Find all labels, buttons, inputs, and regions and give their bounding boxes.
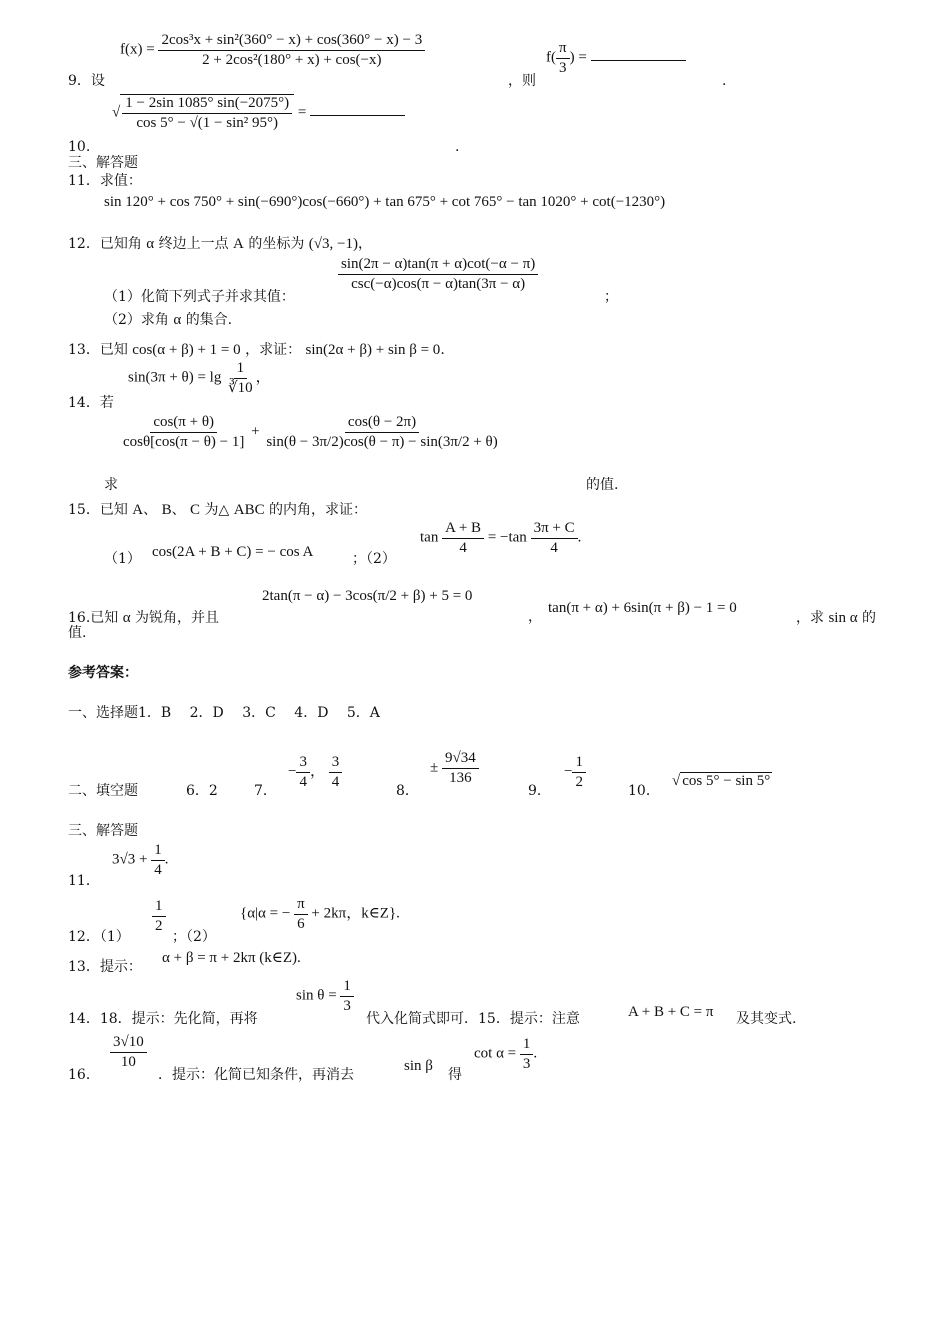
answer-12-set-num: π <box>294 896 308 915</box>
answer-16-cot-den: 3 <box>522 1055 531 1072</box>
section-3-heading: 三、解答题 <box>68 155 138 171</box>
answer-16-num: 3√10 <box>110 1034 147 1053</box>
answer-16-mid: ．提示：化简已知条件，再消去 <box>158 1067 354 1083</box>
answer-14-den: 3 <box>343 997 351 1014</box>
answer-16-sinb: sin β <box>404 1058 433 1074</box>
answer-16-tail: . <box>533 1045 538 1062</box>
q15-sep1: 、 <box>143 502 158 518</box>
q12-text2: 的坐标为 <box>248 236 305 252</box>
answer-9-num: 1 <box>572 754 586 773</box>
q14-cond-den: ∛10 <box>228 379 253 396</box>
q12-alpha: α <box>146 236 155 252</box>
answer-7-den2: 4 <box>331 773 340 790</box>
q10-period: . <box>455 139 460 155</box>
q9-arg-den: 3 <box>559 59 567 76</box>
q15-a: A <box>132 502 144 518</box>
answer-10: √ cos 5° − sin 5° <box>672 773 771 789</box>
answer-12-set <box>240 896 400 932</box>
q12-sub2-tail: 的集合. <box>185 312 233 328</box>
answer-7-num1: 3 <box>296 754 310 773</box>
answer-16-den: 10 <box>120 1053 136 1070</box>
answer-16-cot-lhs: cot α = <box>474 1045 517 1062</box>
q15-eq1: cos(2A + B + C) = − cos A <box>152 544 314 560</box>
answer-14-tail: 代入化简式即可．15．提示：注意 <box>366 1011 580 1027</box>
q15-wei: 为△ <box>204 502 230 518</box>
answer-14-label: 14．18．提示：先化简，再将 <box>68 1011 258 1027</box>
q14-condition <box>128 360 271 396</box>
q14-frac1-num: cos(π + θ) <box>150 414 217 433</box>
q12-sub1: （1）化简下列式子并求其值： <box>104 289 295 305</box>
q9-formula <box>120 32 425 68</box>
answer-12-den: 2 <box>155 917 163 934</box>
answer-16-label: 16． <box>68 1067 100 1083</box>
q13-claim: sin(2α + β) + sin β = 0 <box>305 342 441 358</box>
answer-12-set-rhs: + 2kπ，k∈Z} <box>311 905 397 922</box>
answer-10-label: 10． <box>628 783 660 799</box>
q15-label: 15．已知 <box>68 502 128 518</box>
answer-14-expr <box>296 978 354 1014</box>
answer-8-sign: ± <box>430 759 439 776</box>
answer-7-num2: 3 <box>329 754 343 773</box>
answer-8 <box>430 750 479 786</box>
answer-6: 6．2 <box>186 783 218 799</box>
q12-numerator: sin(2π − α)tan(π + α)cot(−α − π) <box>338 256 538 275</box>
q13-mid: ，求证： <box>245 342 302 358</box>
q15-eq2-num2: 3π + C <box>531 520 578 539</box>
answer-8-den: 136 <box>449 769 472 786</box>
q16-label: 16.已知 <box>68 610 119 626</box>
q14-label: 14．若 <box>68 395 114 411</box>
q14-frac1-den: cosθ[cos(π − θ) − 1] <box>123 433 245 450</box>
answer-12-set-lhs: {α|α = − <box>240 905 291 922</box>
answer-11 <box>112 842 168 878</box>
answer-16-cot <box>474 1036 537 1072</box>
q15-eq2-tan: tan <box>420 529 439 546</box>
answer-16-de: 得 <box>448 1067 462 1083</box>
q15-b: B <box>161 502 172 518</box>
q12-comma: ， <box>357 236 372 252</box>
q9-arg-num: π <box>556 40 570 59</box>
q13-period: . <box>440 342 445 358</box>
q15-eq2-den2: 4 <box>550 539 558 556</box>
answers-heading: 参考答案： <box>68 665 138 681</box>
answer-16-cot-num: 1 <box>520 1036 534 1055</box>
q10-formula: √ $\frac{1 - 2\sin 1085^\circ \sin(-2075^\circ)}{\text{cos 5° − √(1 − sin² 95°)}}$ = <box>112 94 405 131</box>
answer-15-tail: 及其变式. <box>736 1011 797 1027</box>
q15-period: . <box>577 529 582 546</box>
q14-expression <box>120 414 501 450</box>
q13-label: 13．已知 <box>68 342 128 358</box>
q16-tail: 的 <box>862 610 877 626</box>
q9-f: f <box>546 49 551 66</box>
q10-equals: = <box>297 104 307 121</box>
answer-8-num: 9√34 <box>442 750 479 769</box>
q15-eq2-mid: = −tan <box>487 529 527 546</box>
q12-sub2: （2）求角 <box>104 312 169 328</box>
q12-text1: 终边上一点 <box>158 236 229 252</box>
q9-label: 9．设 <box>68 73 105 89</box>
answer-11-tail: . <box>164 851 169 868</box>
q15-c: C <box>190 502 201 518</box>
answer-8-label: 8． <box>396 783 419 799</box>
answer-7-sep: ， <box>309 763 325 780</box>
answer-12-mid: ；（2） <box>172 929 216 945</box>
answer-13-label: 13．提示： <box>68 959 142 975</box>
answer-12-label: 12．（1） <box>68 929 130 945</box>
q12-coordinate: (√3, −1) <box>308 236 358 252</box>
answer-15-expr: A + B + C = π <box>628 1004 714 1020</box>
q9-equals: = <box>578 49 587 66</box>
q11-label: 11．求值： <box>68 173 142 189</box>
answer-12-set-den: 6 <box>297 915 305 932</box>
q12-denominator: csc(−α)cos(π − α)tan(3π − α) <box>351 275 526 292</box>
q15-part2-label: ；（2） <box>352 551 396 567</box>
q12-label: 12．已知角 <box>68 236 142 252</box>
q12-fraction <box>338 256 538 292</box>
q15-eq2-den1: 4 <box>459 539 467 556</box>
answer-10-radicand: cos 5° − sin 5° <box>682 773 771 789</box>
q9-arg <box>556 40 570 76</box>
q12-sub2-alpha: α <box>173 312 182 328</box>
answer-7-label: 7． <box>254 783 277 799</box>
answer-13-tail: . <box>297 950 301 966</box>
q10-denominator: cos 5° − √(1 − sin² 95°) <box>136 114 279 131</box>
answer-7 <box>288 754 342 790</box>
answer-13 <box>162 950 301 967</box>
q15-eq2-num1: A + B <box>442 520 484 539</box>
q16-wrap: 值. <box>68 625 87 641</box>
q16-ask-line <box>796 610 876 627</box>
q15-part1-label: （1） <box>104 551 141 567</box>
q12-line <box>68 236 372 253</box>
answer-12-num: 1 <box>152 898 166 917</box>
q9-answer-blank[interactable] <box>591 46 686 61</box>
answer-9 <box>564 754 586 790</box>
q9-numerator: 2cos³x + sin²(360° − x) + cos(360° − x) − 3 <box>158 32 425 51</box>
answer-13-expr: α + β = π + 2kπ (k∈Z) <box>162 950 298 966</box>
q16-target: sin α <box>828 610 858 626</box>
q14-tail: 的值. <box>586 477 619 493</box>
q16-comma: ， <box>528 609 542 625</box>
q9-fraction <box>158 32 425 68</box>
q16-ask: ，求 <box>796 610 824 626</box>
answer-12-tail: . <box>396 905 400 922</box>
answer-9-sign: − <box>564 763 573 780</box>
answer-11-num: 1 <box>151 842 165 861</box>
q11-expression: sin 120° + cos 750° + sin(−690°)cos(−660°) + tan 675° + cot 765° − tan 1020° + cot(−1230°) <box>104 194 666 210</box>
q12-sub2-line <box>104 312 232 329</box>
q14-cond-num: 1 <box>234 360 248 379</box>
q14-frac2-den: sin(θ − 3π/2)cos(θ − π) − sin(3π/2 + θ) <box>266 433 498 450</box>
q14-plus: + <box>251 423 260 440</box>
q9-fx: f(x) = <box>120 41 155 58</box>
q14-cond-lhs: sin(3π + θ) = lg <box>128 369 222 386</box>
q14-frac2-num: cos(θ − 2π) <box>345 414 419 433</box>
q10-label: 10. <box>68 139 91 155</box>
answer-11-lhs: 3√3 + <box>112 851 148 868</box>
q9-denominator: 2 + 2cos²(180° + x) + cos(−x) <box>202 51 382 68</box>
answers-section-3: 三、解答题 <box>68 823 138 839</box>
q9-period: . <box>722 73 727 89</box>
q12-point-a: A <box>233 236 244 252</box>
q10-answer-blank[interactable] <box>310 101 405 116</box>
q16-line <box>68 610 219 627</box>
q9-then: ，则 <box>508 73 536 89</box>
q9-f-of-pi3: f( $\frac{\pi}{3}$ ) = <box>546 40 686 76</box>
q13-condition: cos(α + β) + 1 = 0 <box>132 342 241 358</box>
q16-eq2: tan(π + α) + 6sin(π + β) − 1 = 0 <box>548 600 737 616</box>
q14-comma: ， <box>255 369 271 386</box>
answer-11-label: 11． <box>68 873 100 889</box>
answers-multiple-choice: 一、选择题1．B 2．D 3．C 4．D 5．A <box>68 705 380 721</box>
answer-9-den: 2 <box>575 773 583 790</box>
q15-abc: ABC <box>233 502 265 518</box>
answer-11-den: 4 <box>154 861 162 878</box>
answer-14-lhs: sin θ = <box>296 987 337 1004</box>
q15-sep2: 、 <box>171 502 186 518</box>
q16-text1: 为锐角，并且 <box>135 610 220 626</box>
q15-eq2 <box>420 520 581 556</box>
answer-7-sign: − <box>288 763 297 780</box>
q15-line <box>68 502 367 519</box>
q13-line <box>68 342 445 359</box>
answer-16-value <box>110 1034 147 1070</box>
q15-tail: 的内角，求证： <box>269 502 368 518</box>
q10-fraction <box>122 95 292 131</box>
q12-semicolon: ； <box>604 289 618 305</box>
answer-12-part1 <box>152 898 166 934</box>
q16-alpha: α <box>122 610 131 626</box>
q16-eq1: 2tan(π − α) − 3cos(π/2 + β) + 5 = 0 <box>262 588 473 604</box>
answer-9-label: 9． <box>528 783 551 799</box>
answer-14-num: 1 <box>340 978 354 997</box>
answer-7-den1: 4 <box>299 773 307 790</box>
q14-qiu: 求 <box>104 477 118 493</box>
q10-numerator: 1 − 2sin 1085° sin(−2075°) <box>122 95 292 114</box>
answers-fill-label: 二、填空题 <box>68 783 138 799</box>
